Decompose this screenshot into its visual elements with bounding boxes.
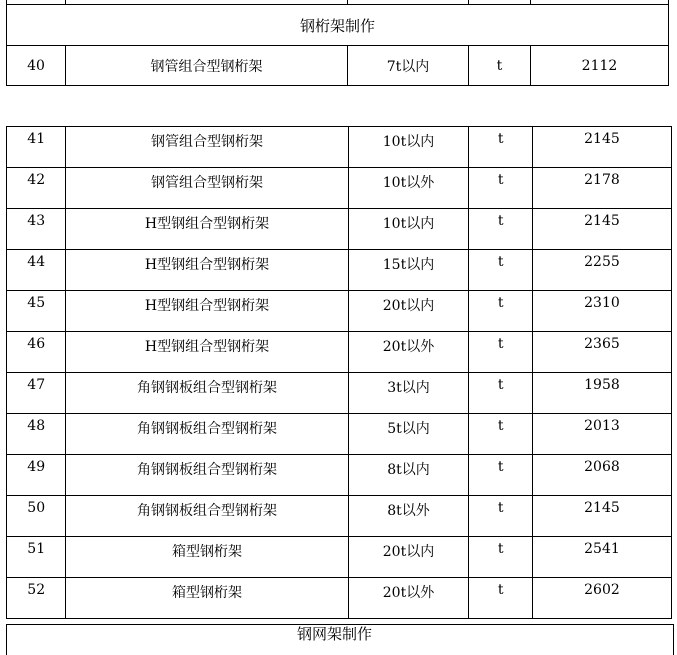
next-table-fragment	[6, 624, 674, 655]
item-price: 2145	[532, 209, 671, 250]
item-unit: t	[469, 127, 532, 168]
table-row	[7, 250, 672, 291]
item-number: 51	[7, 537, 66, 578]
table-row	[7, 332, 672, 373]
item-spec: 3t以内	[348, 373, 469, 414]
item-name: 箱型钢桁架	[66, 537, 348, 578]
item-name: 钢管组合型钢桁架	[66, 127, 348, 168]
item-number: 44	[7, 250, 66, 291]
item-unit: t	[469, 414, 532, 455]
item-unit: t	[469, 168, 532, 209]
section-header-row	[7, 5, 669, 46]
item-price: 2178	[532, 168, 671, 209]
item-spec: 7t以内	[348, 46, 469, 86]
item-unit: t	[469, 250, 532, 291]
table-row	[7, 537, 672, 578]
table-body	[7, 127, 672, 619]
item-number: 41	[7, 127, 66, 168]
item-price: 2365	[532, 332, 671, 373]
item-number: 52	[7, 578, 66, 619]
item-unit: t	[469, 455, 532, 496]
item-unit: t	[469, 373, 532, 414]
item-number: 47	[7, 373, 66, 414]
next-section-title-partial: 钢网架制作	[297, 625, 373, 643]
item-unit: t	[469, 537, 532, 578]
item-unit: t	[469, 332, 532, 373]
section-title: 钢桁架制作	[7, 5, 669, 46]
item-price: 2013	[532, 414, 671, 455]
item-name: 箱型钢桁架	[66, 578, 348, 619]
item-name: 角钢钢板组合型钢桁架	[66, 496, 348, 537]
item-price: 1958	[532, 373, 671, 414]
item-number: 40	[7, 46, 66, 86]
item-price: 2145	[532, 496, 671, 537]
table-row	[7, 578, 672, 619]
item-spec: 10t以内	[348, 209, 469, 250]
item-unit: t	[469, 209, 532, 250]
item-name: 钢管组合型钢桁架	[66, 168, 348, 209]
table-row	[7, 127, 672, 168]
table-row	[7, 373, 672, 414]
item-name: 钢管组合型钢桁架	[66, 46, 348, 86]
item-number: 45	[7, 291, 66, 332]
item-price: 2255	[532, 250, 671, 291]
item-unit: t	[469, 46, 531, 86]
item-number: 49	[7, 455, 66, 496]
item-name: H型钢组合型钢桁架	[66, 250, 348, 291]
item-spec: 20t以内	[348, 291, 469, 332]
item-name: H型钢组合型钢桁架	[66, 332, 348, 373]
item-spec: 5t以内	[348, 414, 469, 455]
item-price: 2112	[531, 46, 669, 86]
item-unit: t	[469, 578, 532, 619]
item-price: 2541	[532, 537, 671, 578]
item-spec: 20t以外	[348, 578, 469, 619]
item-price: 2068	[532, 455, 671, 496]
item-name: 角钢钢板组合型钢桁架	[66, 373, 348, 414]
item-price: 2602	[532, 578, 671, 619]
item-spec: 10t以内	[348, 127, 469, 168]
table-row	[7, 209, 672, 250]
item-spec: 15t以内	[348, 250, 469, 291]
item-number: 42	[7, 168, 66, 209]
item-price: 2310	[532, 291, 671, 332]
price-table-upper	[6, 0, 669, 86]
item-unit: t	[469, 496, 532, 537]
item-number: 43	[7, 209, 66, 250]
item-name: H型钢组合型钢桁架	[66, 291, 348, 332]
item-spec: 8t以内	[348, 455, 469, 496]
item-name: H型钢组合型钢桁架	[66, 209, 348, 250]
item-spec: 20t以内	[348, 537, 469, 578]
item-spec: 20t以外	[348, 332, 469, 373]
item-number: 46	[7, 332, 66, 373]
table-row	[7, 291, 672, 332]
item-unit: t	[469, 291, 532, 332]
item-name: 角钢钢板组合型钢桁架	[66, 455, 348, 496]
item-number: 48	[7, 414, 66, 455]
table-row	[7, 414, 672, 455]
item-name: 角钢钢板组合型钢桁架	[66, 414, 348, 455]
table-row	[7, 455, 672, 496]
item-number: 50	[7, 496, 66, 537]
table-row	[7, 168, 672, 209]
price-table-lower	[6, 126, 672, 619]
table-row	[7, 496, 672, 537]
item-spec: 10t以外	[348, 168, 469, 209]
item-price: 2145	[532, 127, 671, 168]
item-spec: 8t以外	[348, 496, 469, 537]
table-row	[7, 46, 669, 86]
